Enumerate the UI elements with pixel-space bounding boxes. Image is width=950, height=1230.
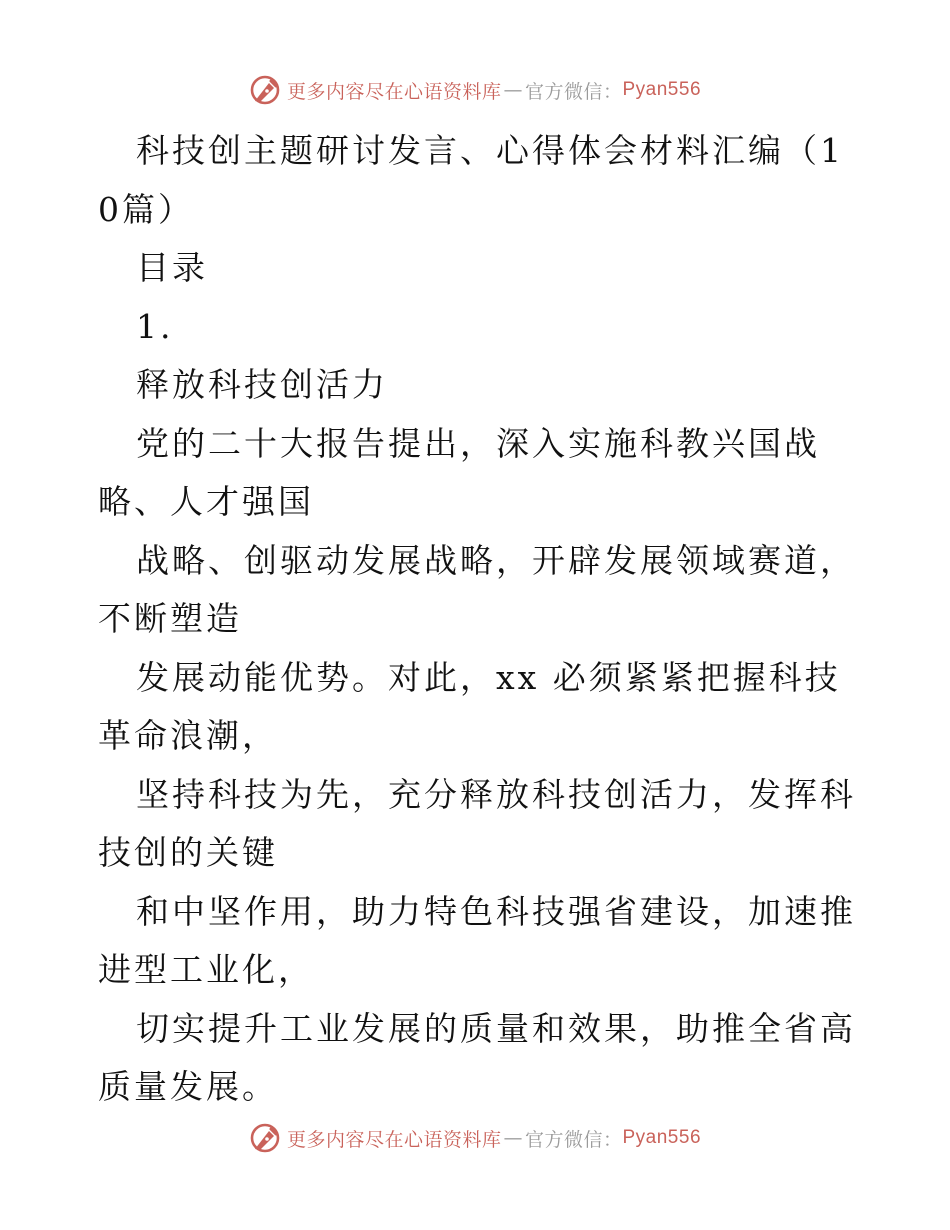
section-title: 释放科技创活力 [136, 365, 388, 404]
paragraph-line: 发展动能优势。对此，xx 必须紧紧把握科技革命浪潮， [98, 657, 841, 755]
toc-item-number: 1. [136, 306, 174, 346]
toc-heading: 目录 [136, 248, 208, 287]
watermark-wechat-label: 官方微信： [524, 80, 623, 103]
watermark-main-text: 更多内容尽在心语资料库 [286, 1128, 502, 1151]
watermark-dash: — [503, 79, 523, 101]
document-body [98, 122, 858, 1117]
pen-nib-logo-icon [249, 74, 281, 106]
header-watermark [0, 68, 950, 112]
paragraph-line: 党的二十大报告提出，深入实施科教兴国战略、人才强国 [98, 423, 820, 521]
pen-nib-logo-icon [249, 1122, 281, 1154]
paragraph-line: 坚持科技为先，充分释放科技创活力，发挥科技创的关键 [98, 774, 856, 872]
watermark-wechat-id: Pyan556 [622, 1127, 702, 1148]
paragraph-line: 战略、创驱动发展战略，开辟发展领域赛道，不断塑造 [98, 540, 856, 638]
watermark-dash: — [503, 1127, 523, 1149]
paragraph-line: 切实提升工业发展的质量和效果，助推全省高质量发展。 [98, 1008, 856, 1106]
watermark-wechat-label: 官方微信： [524, 1128, 623, 1151]
document-title: 科技创主题研讨发言、心得体会材料汇编（10篇） [98, 131, 844, 229]
watermark-wechat-id: Pyan556 [622, 79, 702, 100]
footer-watermark [0, 1116, 950, 1160]
paragraph-line: 和中坚作用，助力特色科技强省建设，加速推进型工业化， [98, 891, 856, 989]
watermark-main-text: 更多内容尽在心语资料库 [286, 80, 502, 103]
